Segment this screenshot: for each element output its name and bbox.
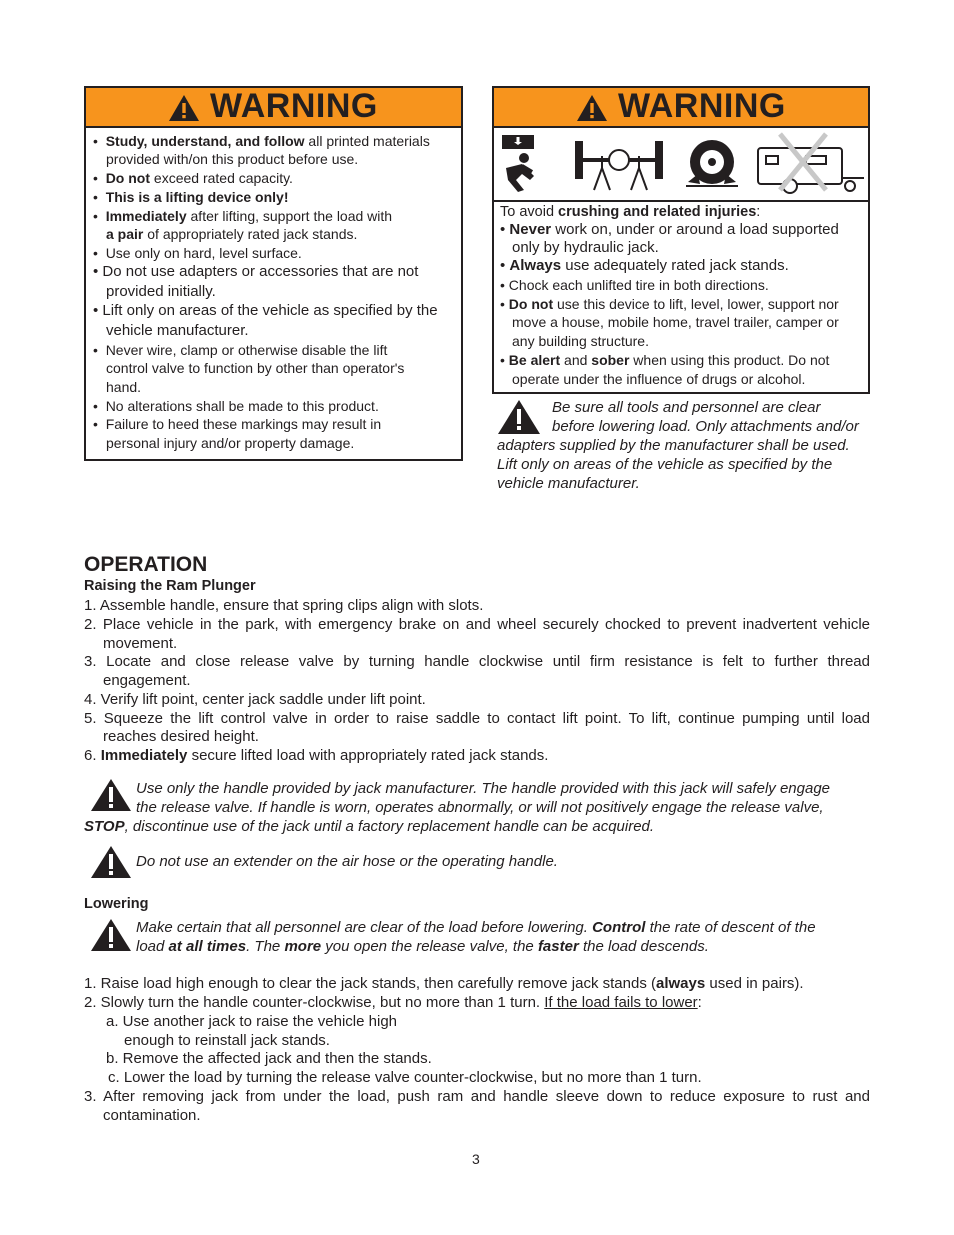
list-item: • Do not use this device to lift, level, lower, support nor — [500, 296, 839, 312]
step-line: a. Use another jack to raise the vehicle high — [106, 1013, 397, 1030]
list-item: operate under the influence of drugs or alcohol. — [512, 371, 806, 387]
list-item: • Failure to heed these markings may result in — [93, 416, 382, 432]
subsection-title: Lowering — [84, 896, 149, 912]
note-line: Make certain that all personnel are clear of the load before lowering. Control the rate of descent of the — [136, 919, 816, 936]
list-item: • This is a lifting device only! — [93, 189, 289, 205]
list-item: • Be alert and sober when using this product. Do not — [500, 352, 830, 368]
note-line: Use only the handle provided by jack manufacturer. The handle provided with this jack will safely engage — [136, 780, 830, 797]
step-line: 6. Immediately secure lifted load with appropriately rated jack stands. — [84, 747, 549, 764]
list-item: vehicle manufacturer. — [106, 322, 249, 339]
caution-icon — [497, 399, 541, 435]
list-item: • Chock each unlifted tire in both directions. — [500, 277, 769, 293]
note-line: load at all times. The more you open the release valve, the faster the load descends. — [136, 938, 709, 955]
step-line: 5. Squeeze the lift control valve in order to raise saddle to contact lift point. To lift, continue pumping until load — [84, 710, 870, 727]
step-line: 2. Slowly turn the handle counter-clockwise, but no more than 1 turn. If the load fails to lower: — [84, 994, 702, 1011]
caution-icon — [90, 918, 132, 952]
step-line: 3. Locate and close release valve by turning handle clockwise until firm resistance is felt to further thread — [84, 653, 870, 670]
crush-hazard-icon — [502, 135, 534, 192]
no-trailer-icon — [758, 134, 864, 193]
list-item: • Use only on hard, level surface. — [93, 245, 302, 261]
note-line: Be sure all tools and personnel are clear — [552, 399, 821, 416]
list-item: any building structure. — [512, 333, 649, 349]
step-line: enough to reinstall jack stands. — [124, 1032, 330, 1049]
step-line: contamination. — [103, 1107, 201, 1124]
wheel-chock-icon — [686, 140, 738, 186]
step-line: 4. Verify lift point, center jack saddle under lift point. — [84, 691, 426, 708]
note-line: Do not use an extender on the air hose or the operating handle. — [136, 853, 558, 870]
step-line: 1. Raise load high enough to clear the jack stands, then carefully remove jack stands (always used in pairs). — [84, 975, 804, 992]
section-title: OPERATION — [84, 553, 208, 576]
right-warning-header — [494, 88, 868, 128]
warning-triangle-icon — [168, 94, 200, 122]
list-item: provided initially. — [106, 283, 216, 300]
warning-triangle-icon — [576, 94, 608, 122]
list-item: personal injury and/or property damage. — [106, 435, 355, 451]
pictogram-strip — [494, 128, 868, 202]
note-line: vehicle manufacturer. — [497, 475, 640, 492]
note-line: adapters supplied by the manufacturer shall be used. — [497, 437, 850, 454]
step-line: engagement. — [103, 672, 191, 689]
list-item: • Never wire, clamp or otherwise disable the lift — [93, 342, 388, 358]
note-line: the release valve. If handle is worn, operates abnormally, or will not positively engage the release valve, — [136, 799, 824, 816]
step-line: b. Remove the affected jack and then the stands. — [106, 1050, 432, 1067]
list-item: hand. — [106, 379, 142, 395]
step-line: c. Lower the load by turning the release valve counter-clockwise, but no more than 1 turn. — [108, 1069, 702, 1086]
step-line: 1. Assemble handle, ensure that spring clips align with slots. — [84, 597, 484, 614]
warning-heading: WARNING — [618, 87, 786, 125]
page-number: 3 — [472, 1151, 480, 1167]
list-item: • Do not use adapters or accessories that are not — [93, 263, 419, 280]
warning-heading: WARNING — [210, 87, 378, 125]
list-item: only by hydraulic jack. — [512, 239, 659, 256]
list-item: • Never work on, under or around a load supported — [500, 221, 839, 238]
step-line: movement. — [103, 635, 178, 652]
list-item: • Always use adequately rated jack stands. — [500, 257, 789, 274]
list-item: a pair of appropriately rated jack stands. — [106, 226, 358, 242]
list-item: • Do not exceed rated capacity. — [93, 170, 293, 186]
list-item: • No alterations shall be made to this product. — [93, 398, 379, 414]
note-line: Lift only on areas of the vehicle as specified by the — [497, 456, 833, 473]
list-item: • Study, understand, and follow all printed materials — [93, 133, 430, 149]
list-item: move a house, mobile home, travel trailer, camper or — [512, 314, 839, 330]
list-item: • Lift only on areas of the vehicle as specified by the — [93, 302, 438, 319]
step-line: 2. Place vehicle in the park, with emergency brake on and wheel securely chocked to prevent inadvertent vehicle — [84, 616, 870, 633]
caution-icon — [90, 845, 132, 879]
list-item: • Immediately after lifting, support the load with — [93, 208, 393, 224]
caution-icon — [90, 778, 132, 812]
jack-stands-icon — [576, 142, 662, 190]
note-line: STOP, discontinue use of the jack until a factory replacement handle can be acquired. — [84, 818, 655, 835]
left-warning-header — [86, 88, 461, 128]
note-line: before lowering load. Only attachments and/or — [552, 418, 859, 435]
intro-line: To avoid crushing and related injuries: — [500, 204, 761, 220]
subsection-title: Raising the Ram Plunger — [84, 578, 256, 594]
list-item: provided with/on this product before use. — [106, 151, 359, 167]
step-line: reaches desired height. — [103, 728, 259, 745]
list-item: control valve to function by other than operator's — [106, 360, 405, 376]
step-line: 3. After removing jack from under the load, push ram and handle sleeve down to reduce exposure to rust and — [84, 1088, 870, 1105]
